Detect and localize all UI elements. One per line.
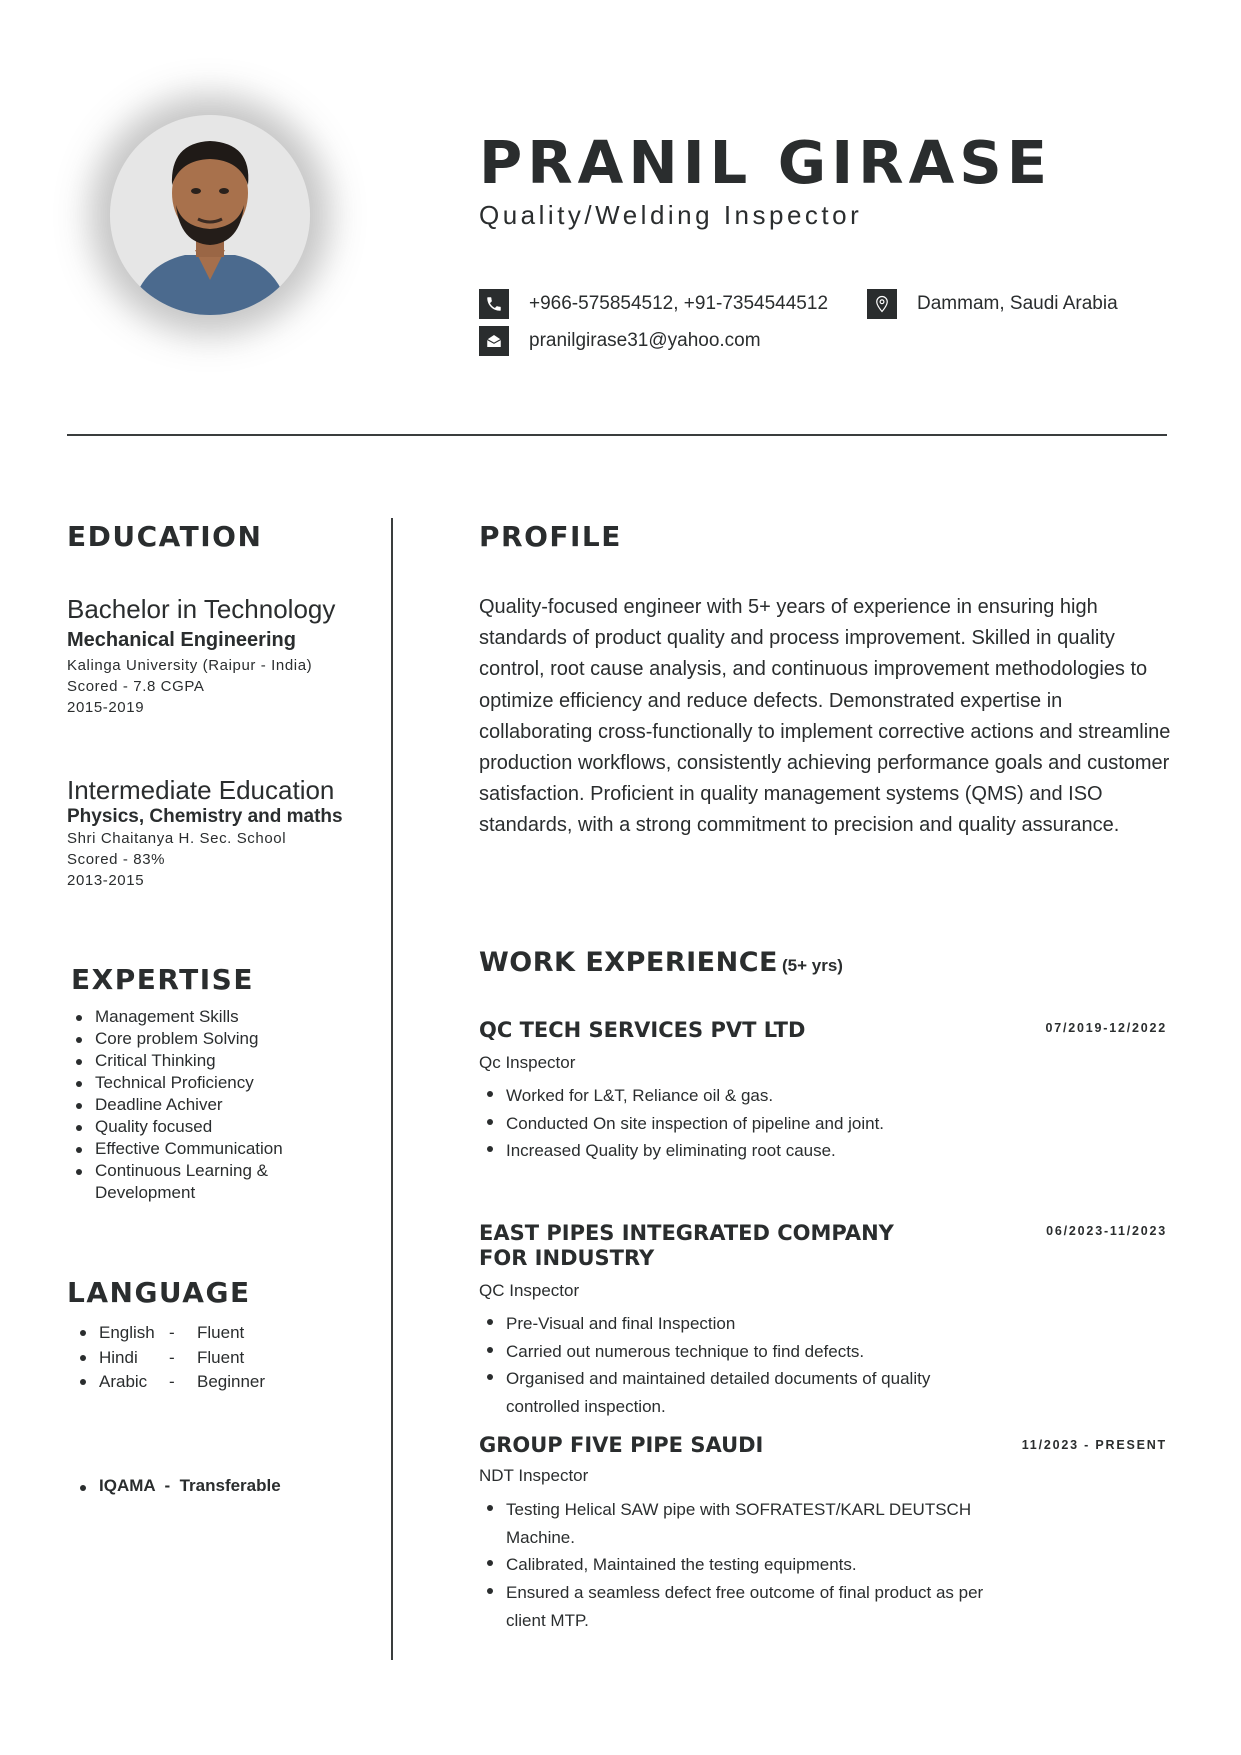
job-dates: 11/2023 - PRESENT [1021, 1438, 1167, 1452]
job-company: EAST PIPES INTEGRATED COMPANY FOR INDUSTRY [479, 1221, 894, 1270]
language-level: Beginner [197, 1372, 266, 1391]
language-separator: - [169, 1323, 175, 1342]
list-item: Carried out numerous technique to find defects. [479, 1338, 989, 1366]
contact-phone[interactable] [479, 289, 828, 319]
language-separator: - [169, 1347, 175, 1367]
years: 2013-2015 [67, 872, 145, 889]
location-text: Dammam, Saudi Arabia [917, 293, 1118, 314]
list-item: Calibrated, Maintained the testing equipments. [479, 1551, 989, 1579]
degree-name: Intermediate Education [67, 775, 335, 805]
score: Scored - 83% [67, 851, 166, 868]
job-role: Qc Inspector [479, 1053, 576, 1072]
language-name: Arabic [99, 1372, 148, 1391]
job-dates: 07/2019-12/2022 [1045, 1021, 1167, 1035]
job-duties [479, 1496, 989, 1635]
language-item [72, 1346, 265, 1371]
contact-location [867, 289, 1118, 319]
job-company: QC TECH SERVICES PVT LTD [479, 1018, 806, 1042]
list-item: Testing Helical SAW pipe with SOFRATEST/KARL DEUTSCH Machine. [479, 1496, 989, 1551]
education-heading: EDUCATION [67, 520, 263, 553]
language-separator: - [169, 1372, 175, 1391]
job-role: NDT Inspector [479, 1466, 589, 1485]
list-item: Effective Communication [68, 1138, 368, 1160]
list-item: Pre-Visual and final Inspection [479, 1310, 989, 1338]
job-company: GROUP FIVE PIPE SAUDI [479, 1433, 764, 1457]
list-item: Management Skills [68, 1006, 368, 1028]
phone-icon [479, 289, 509, 319]
email-text: pranilgirase31@yahoo.com [529, 330, 761, 351]
job-dates: 06/2023-11/2023 [1046, 1224, 1167, 1238]
language-level: Fluent [197, 1347, 245, 1367]
score: Scored - 7.8 CGPA [67, 678, 205, 695]
education-item [67, 594, 387, 718]
language-list [72, 1321, 265, 1395]
language-name: English [99, 1323, 155, 1342]
list-item: Deadline Achiver [68, 1094, 368, 1116]
list-item: Continuous Learning & Development [68, 1160, 298, 1204]
job-role: QC Inspector [479, 1281, 580, 1300]
years: 2015-2019 [67, 699, 145, 716]
list-item: Conducted On site inspection of pipeline and joint. [479, 1110, 999, 1138]
profile-photo [110, 115, 310, 315]
list-item: Critical Thinking [68, 1050, 368, 1072]
person-name: PRANIL GIRASE [479, 128, 1053, 197]
profile-heading: PROFILE [479, 520, 622, 553]
contact-email[interactable] [479, 326, 761, 356]
expertise-list [68, 1006, 368, 1204]
education-item [67, 775, 387, 891]
job-duties [479, 1082, 999, 1165]
language-item [72, 1370, 265, 1395]
mail-icon [479, 326, 509, 356]
language-item [72, 1321, 265, 1346]
language-name: Hindi [99, 1347, 138, 1367]
degree-name: Bachelor in Technology [67, 594, 336, 624]
degree-field: Physics, Chemistry and maths [67, 806, 343, 827]
work-heading-text: WORK EXPERIENCE [479, 947, 778, 978]
degree-field: Mechanical Engineering [67, 629, 296, 651]
list-item: Ensured a seamless defect free outcome of final product as per client MTP. [479, 1579, 989, 1634]
language-heading: LANGUAGE [67, 1276, 251, 1309]
work-heading-years: (5+ yrs) [781, 956, 843, 975]
job-title: Quality/Welding Inspector [479, 200, 863, 230]
work-experience-heading [479, 947, 843, 978]
job-duties [479, 1310, 989, 1421]
location-pin-icon [867, 289, 897, 319]
person-portrait-icon [110, 115, 310, 315]
list-item: Increased Quality by eliminating root cause. [479, 1137, 999, 1165]
list-item: Organised and maintained detailed documents of quality controlled inspection. [479, 1365, 989, 1420]
profile-summary: Quality-focused engineer with 5+ years of experience in ensuring high standards of product quality and process improvement. Skilled in quality control, root cause analysis, and continuous improvement methodologies to optimize efficiency and reduce defects. Demonstrated expertise in collaborating cross-functionally to implement corrective actions and streamline production workflows, consistently achieving performance goals and customer satisfaction. Proficient in quality management systems (QMS) and ISO standards, with a strong commitment to precision and quality assurance. [479, 596, 1171, 837]
phone-text: +966-575854512, +91-7354544512 [529, 293, 829, 314]
iqama-status: IQAMA - Transferable [72, 1476, 281, 1496]
iqama-list [72, 1476, 281, 1496]
header-divider [67, 434, 1167, 436]
column-divider [391, 518, 393, 1660]
list-item: Worked for L&T, Reliance oil & gas. [479, 1082, 999, 1110]
school-name: Shri Chaitanya H. Sec. School [67, 830, 287, 847]
list-item: Technical Proficiency [68, 1072, 368, 1094]
expertise-heading: EXPERTISE [71, 963, 254, 996]
school-name: Kalinga University (Raipur - India) [67, 657, 313, 674]
language-level: Fluent [197, 1323, 245, 1342]
list-item: Quality focused [68, 1116, 368, 1138]
list-item: Core problem Solving [68, 1028, 368, 1050]
